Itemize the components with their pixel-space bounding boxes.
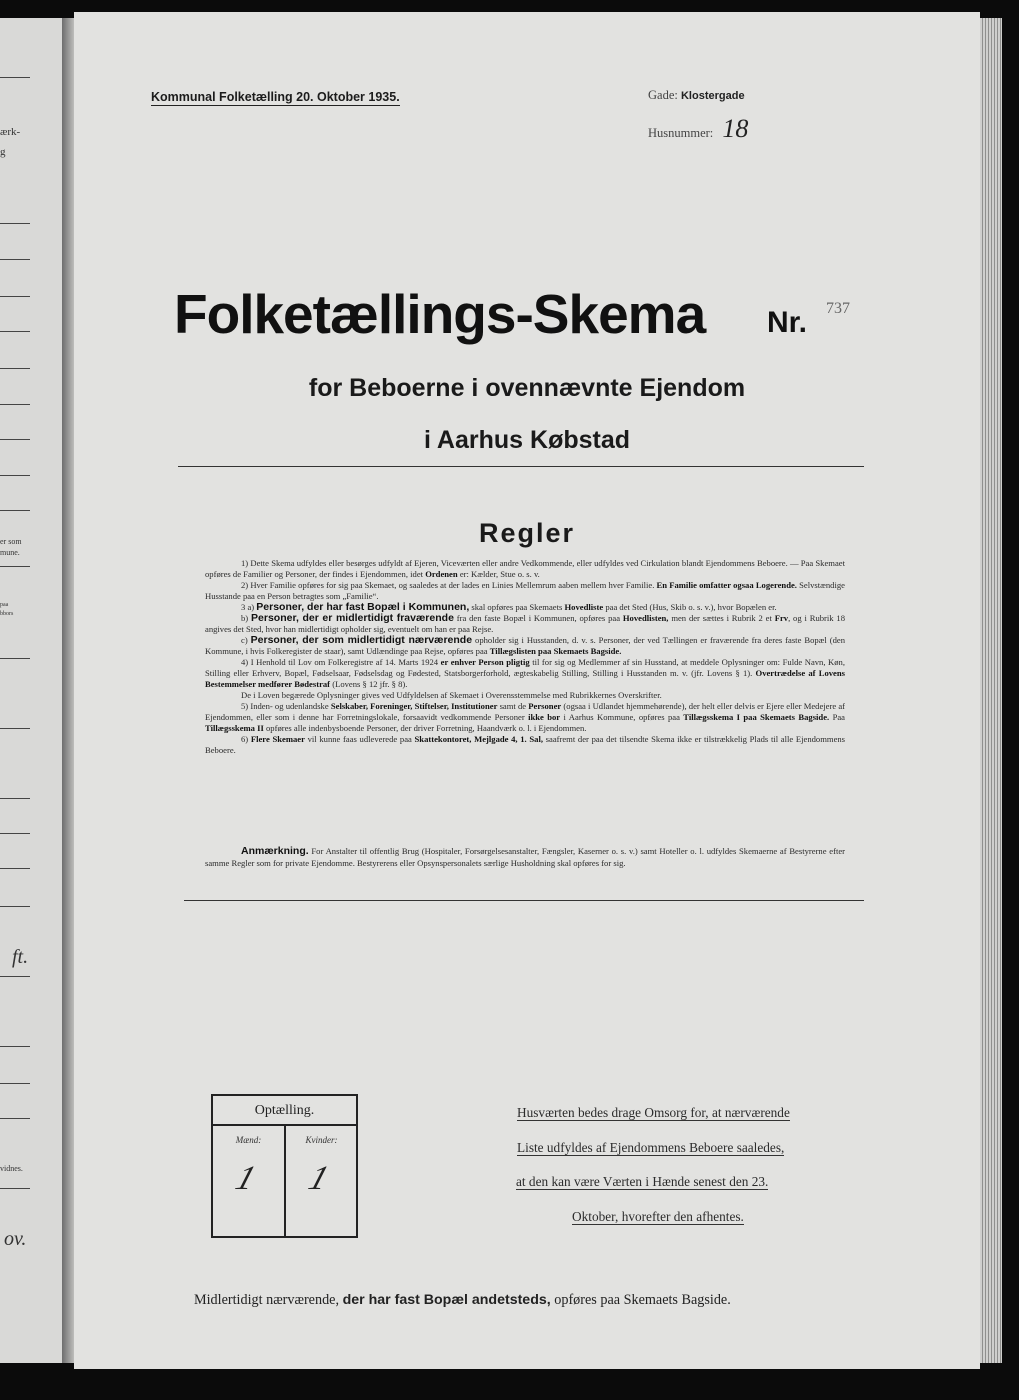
ruled-line [0, 404, 30, 405]
census-form-page [74, 12, 980, 1369]
rule-4-note: De i Loven begærede Oplysninger gives ved Udfyldelsen af Skemaet i Overensstemmelse med Rubrikkernes Overskrifter. [241, 690, 662, 700]
notice-line: Oktober, hvorefter den afhentes. [572, 1208, 744, 1224]
book-gutter [62, 18, 74, 1363]
rules-text [205, 558, 845, 756]
street-value: Klostergade [680, 90, 745, 102]
footer-note: Midlertidigt nærværende, der har fast Bopæl andetsteds, opføres paa Skemaets Bagside. [194, 1292, 731, 1308]
divider [178, 466, 864, 467]
ruled-line [0, 1083, 30, 1084]
ruled-line [0, 1188, 30, 1189]
house-number-label: Husnummer: [648, 126, 714, 140]
ruled-line [0, 475, 30, 476]
street-label: Gade: [648, 88, 678, 102]
handwriting-fragment: ov. [4, 1228, 27, 1250]
house-number-field [648, 114, 748, 144]
page-fragment: g [0, 146, 6, 158]
ruled-line [0, 868, 30, 869]
page-stack-edge [980, 18, 1002, 1363]
form-number-value: 737 [826, 300, 850, 317]
women-count-column [286, 1126, 357, 1236]
census-header: Kommunal Folketælling 20. Oktober 1935. [151, 90, 400, 104]
ruled-line [0, 906, 30, 907]
rule-6: 6) Flere Skemaer vil kunne faas udleverede paa Skattekontoret, Mejlgade 4, 1. Sal, saafremt der paa det tilsendte Skema ikke er tilstrækkelig Plads til alle Ejendommens Beboere. [205, 734, 846, 755]
form-number-label: Nr. [767, 306, 808, 339]
house-number-value: 18 [722, 114, 749, 143]
men-count-column [213, 1126, 286, 1236]
ruled-line [0, 368, 30, 369]
ruled-line [0, 296, 30, 297]
remark-text: For Anstalter til offentlig Brug (Hospitaler, Forsørgelsesanstalter, Fængsler, Kaserner o. s. v.) samt Hoteller o. l. udfyldes Skemaerne af Bestyrerne efter samme Regler som for private Ejendomme. Bestyrerens eller Opsynspersonalets særlige Husholdning skal opføres for sig. [205, 846, 846, 868]
rule-3a: 3 a) Personer, der har fast Bopæl i Kommunen, skal opføres paa Skemaets Hovedliste paa det Sted (Hus, Skib o. s. v.), hvor Bopælen er. [241, 601, 777, 613]
remark-paragraph [205, 846, 845, 869]
remark-label: Anmærkning. [241, 845, 309, 857]
rule-5: 5) Inden- og udenlandske Selskaber, Foreninger, Stiftelser, Institutioner samt de Personer (ogsaa i Udlandet hjemmehørende), der helt eller delvis er Ejere eller Medejere af Ejendommen, eller som i denne har Forretningslokale, forsaavidt vedkommende Personer ikke bor i Aarhus Kommune, opføres paa Tillægsskema I paa Skemaets Bagside. Paa Tillægsskema II opføres alle indenbysboende Personer, der driver Forretning, Haandværk o. l. i Ejendommen. [205, 701, 846, 733]
ruled-line [0, 976, 30, 977]
form-subtitle-city: i Aarhus Købstad [423, 426, 631, 454]
divider [184, 900, 864, 901]
ruled-line [0, 728, 30, 729]
rule-1: 1) Dette Skema udfyldes eller besørges udfyldt af Ejeren, Viceværten eller andre Vedkommende, eller udfyldes ved Cirkulation blandt Ejendommens Beboere. — Paa Skemaet opføres de Familier og Personer, der findes i Ejendommen, idet Ordenen er: Kælder, Stue o. s. v. [205, 558, 845, 579]
form-title: Folketællings-Skema [174, 283, 706, 345]
ruled-line [0, 439, 30, 440]
page-fragment: bbors [0, 611, 14, 617]
previous-page-edge [0, 18, 64, 1363]
rule-2: 2) Hver Familie opføres for sig paa Skemaet, og saaledes at der lades en Linies Mellemrum aaben mellem hver Familie. En Familie omfatter ogsaa Logerende. Selvstændige Husstande paa en Person betragtes som „Familie“. [205, 580, 845, 601]
ruled-line [0, 798, 30, 799]
ruled-line [0, 259, 30, 260]
landlord-notice [514, 1096, 850, 1234]
ruled-line [0, 566, 30, 567]
rule-3b: b) Personer, der er midlertidigt fraværende fra den faste Bopæl i Kommunen, opføres paa Hovedlisten, men der sættes i Rubrik 2 et Frv, og i Rubrik 18 angives det Sted, hvor han midlertidigt opholder sig, eventuelt om han er paa Rejse. [205, 612, 846, 634]
ruled-line [0, 833, 30, 834]
page-fragment: paa [0, 602, 9, 608]
count-box-title: Optælling. [213, 1096, 356, 1126]
page-fragment: ærk- [0, 126, 21, 138]
ruled-line [0, 510, 30, 511]
ruled-line [0, 1118, 30, 1119]
women-count-label: Kvinder: [305, 1135, 338, 1145]
ruled-line [0, 77, 30, 78]
notice-line: Husværten bedes drage Omsorg for, at nærværende [517, 1105, 790, 1120]
page-fragment: vidnes. [0, 1164, 23, 1173]
notice-line: Liste udfyldes af Ejendommens Beboere saaledes, [517, 1139, 785, 1155]
rule-3c: c) Personer, der som midlertidigt nærværende opholder sig i Husstanden, d. v. s. Personer, der ved Tællingen er fraværende fra deres faste Bopæl (den Kommune, i hvis Folkeregister de staar), samt Udlændinge paa Rejse, opføres paa Tillægslisten paa Skemaets Bagside. [205, 634, 845, 656]
men-count-label: Mænd: [235, 1135, 262, 1145]
rules-heading: Regler [478, 518, 576, 548]
page-fragment: mune. [0, 548, 20, 557]
street-field [648, 88, 745, 103]
ruled-line [0, 1046, 30, 1047]
page-fragment: er som [0, 537, 22, 546]
ruled-line [0, 331, 30, 332]
ruled-line [0, 223, 30, 224]
ruled-line [0, 658, 30, 659]
handwriting-fragment: ft. [12, 946, 29, 968]
notice-line: at den kan være Værten i Hænde senest den 23. [516, 1174, 769, 1189]
rule-4: 4) I Henhold til Lov om Folkeregistre af 14. Marts 1924 er enhver Person pligtig til for sig og Medlemmer af sin Husstand, at meddele Oplysninger om: Fulde Navn, Køn, Stilling eller Erhverv, Bopæl, Fødselsaar, Fødselsdag og Fødested, Statsborgerforhold, ægteskabelig Stilling, Stilling i Husstanden m. v. (jfr. Lovens § 1). Overtrædelse af Lovens Bestemmelser medfører Bødestraf (Lovens § 12 jfr. § 8). [205, 657, 845, 689]
men-count-value: 1 [231, 1160, 261, 1197]
women-count-value: 1 [304, 1160, 334, 1197]
count-box [211, 1094, 358, 1238]
form-subtitle: for Beboerne i ovennævnte Ejendom [308, 374, 746, 402]
